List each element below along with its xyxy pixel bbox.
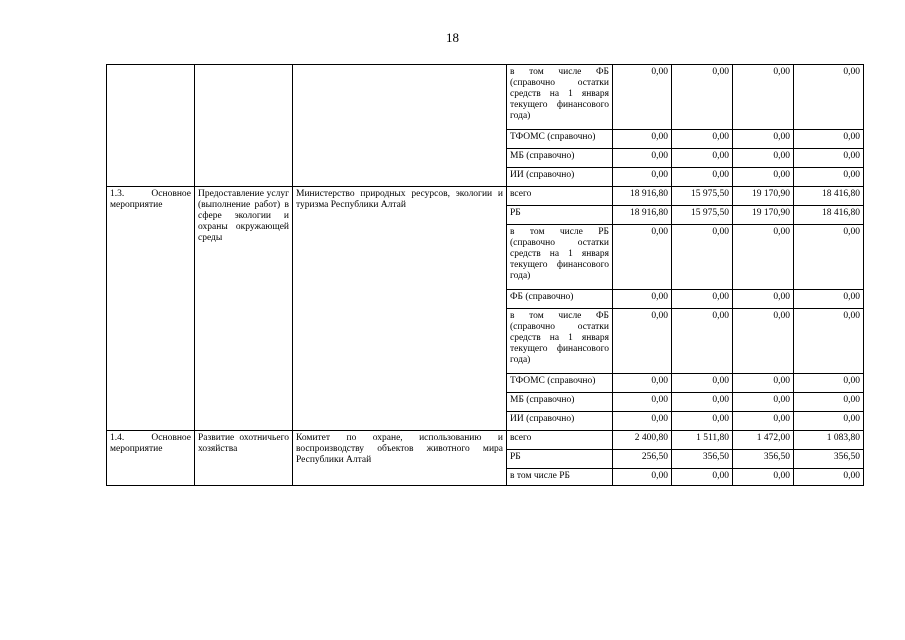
source-cell: в том числе РБ	[507, 469, 613, 486]
value-cell-3: 0,00	[733, 225, 794, 290]
page-number: 18	[446, 30, 459, 45]
value-cell-1: 18 916,80	[613, 206, 672, 225]
table-row	[107, 431, 864, 450]
value-cell-1: 2 400,80	[613, 431, 672, 450]
value-cell-4: 0,00	[794, 168, 864, 187]
value-cell-4: 356,50	[794, 450, 864, 469]
value-cell-3: 0,00	[733, 374, 794, 393]
value-cell-3: 1 472,00	[733, 431, 794, 450]
value-cell-3: 0,00	[733, 290, 794, 309]
value-cell-4: 0,00	[794, 412, 864, 431]
source-cell: МБ (справочно)	[507, 149, 613, 168]
value-cell-3: 19 170,90	[733, 206, 794, 225]
value-cell-2: 0,00	[672, 168, 733, 187]
value-cell-1: 0,00	[613, 168, 672, 187]
source-cell: МБ (справочно)	[507, 393, 613, 412]
value-cell-4: 18 416,80	[794, 206, 864, 225]
executor-cell: Комитет по охране, использованию и воспроизводству объектов животного мира Республики Алтай	[293, 431, 507, 486]
value-cell-1: 0,00	[613, 412, 672, 431]
event-name-cell: Предоставление услуг (выполнение работ) в сфере экологии и охраны окружающей среды	[195, 187, 293, 431]
value-cell-2: 0,00	[672, 130, 733, 149]
value-cell-1: 0,00	[613, 225, 672, 290]
value-cell-1: 0,00	[613, 469, 672, 486]
value-cell-2: 1 511,80	[672, 431, 733, 450]
value-cell-2: 356,50	[672, 450, 733, 469]
value-cell-2: 15 975,50	[672, 187, 733, 206]
value-cell-3: 0,00	[733, 412, 794, 431]
value-cell-1: 0,00	[613, 149, 672, 168]
value-cell-3: 0,00	[733, 65, 794, 130]
code-cell-empty	[107, 65, 195, 187]
value-cell-4: 0,00	[794, 65, 864, 130]
value-cell-2: 0,00	[672, 149, 733, 168]
budget-table	[106, 64, 864, 486]
value-cell-2: 0,00	[672, 225, 733, 290]
value-cell-4: 0,00	[794, 309, 864, 374]
event-name-cell: Развитие охотничьего хозяйства	[195, 431, 293, 486]
source-cell: всего	[507, 431, 613, 450]
value-cell-2: 0,00	[672, 469, 733, 486]
value-cell-4: 0,00	[794, 225, 864, 290]
value-cell-3: 0,00	[733, 168, 794, 187]
source-cell: ТФОМС (справочно)	[507, 374, 613, 393]
value-cell-1: 18 916,80	[613, 187, 672, 206]
value-cell-2: 0,00	[672, 412, 733, 431]
source-cell: РБ	[507, 450, 613, 469]
table-row	[107, 187, 864, 206]
value-cell-4: 0,00	[794, 149, 864, 168]
value-cell-2: 0,00	[672, 393, 733, 412]
value-cell-3: 0,00	[733, 309, 794, 374]
value-cell-4: 0,00	[794, 130, 864, 149]
source-cell: ФБ (справочно)	[507, 290, 613, 309]
value-cell-1: 0,00	[613, 393, 672, 412]
source-cell: ИИ (справочно)	[507, 168, 613, 187]
value-cell-2: 0,00	[672, 374, 733, 393]
source-cell: ИИ (справочно)	[507, 412, 613, 431]
source-cell: в том числе РБ (справочно остатки средств на 1 января текущего финансового года)	[507, 225, 613, 290]
source-cell: в том числе ФБ (справочно остатки средств на 1 января текущего финансового года)	[507, 65, 613, 130]
value-cell-1: 0,00	[613, 290, 672, 309]
event-code-cell: 1.4. Основное мероприятие	[107, 431, 195, 486]
source-cell: РБ	[507, 206, 613, 225]
value-cell-4: 0,00	[794, 290, 864, 309]
value-cell-3: 0,00	[733, 393, 794, 412]
value-cell-4: 0,00	[794, 374, 864, 393]
value-cell-3: 0,00	[733, 130, 794, 149]
value-cell-1: 0,00	[613, 130, 672, 149]
value-cell-1: 0,00	[613, 65, 672, 130]
source-cell: ТФОМС (справочно)	[507, 130, 613, 149]
value-cell-2: 0,00	[672, 309, 733, 374]
value-cell-4: 0,00	[794, 393, 864, 412]
value-cell-2: 15 975,50	[672, 206, 733, 225]
value-cell-2: 0,00	[672, 290, 733, 309]
value-cell-4: 1 083,80	[794, 431, 864, 450]
value-cell-1: 256,50	[613, 450, 672, 469]
table-row	[107, 65, 864, 130]
value-cell-2: 0,00	[672, 65, 733, 130]
value-cell-4: 0,00	[794, 469, 864, 486]
source-cell: всего	[507, 187, 613, 206]
event-code-cell: 1.3. Основное мероприятие	[107, 187, 195, 431]
source-cell: в том числе ФБ (справочно остатки средств на 1 января текущего финансового года)	[507, 309, 613, 374]
value-cell-4: 18 416,80	[794, 187, 864, 206]
value-cell-3: 19 170,90	[733, 187, 794, 206]
name-cell-empty	[195, 65, 293, 187]
value-cell-3: 0,00	[733, 149, 794, 168]
value-cell-1: 0,00	[613, 309, 672, 374]
executor-cell: Министерство природных ресурсов, экологии и туризма Республики Алтай	[293, 187, 507, 431]
value-cell-3: 0,00	[733, 469, 794, 486]
value-cell-1: 0,00	[613, 374, 672, 393]
value-cell-3: 356,50	[733, 450, 794, 469]
executor-cell-empty	[293, 65, 507, 187]
